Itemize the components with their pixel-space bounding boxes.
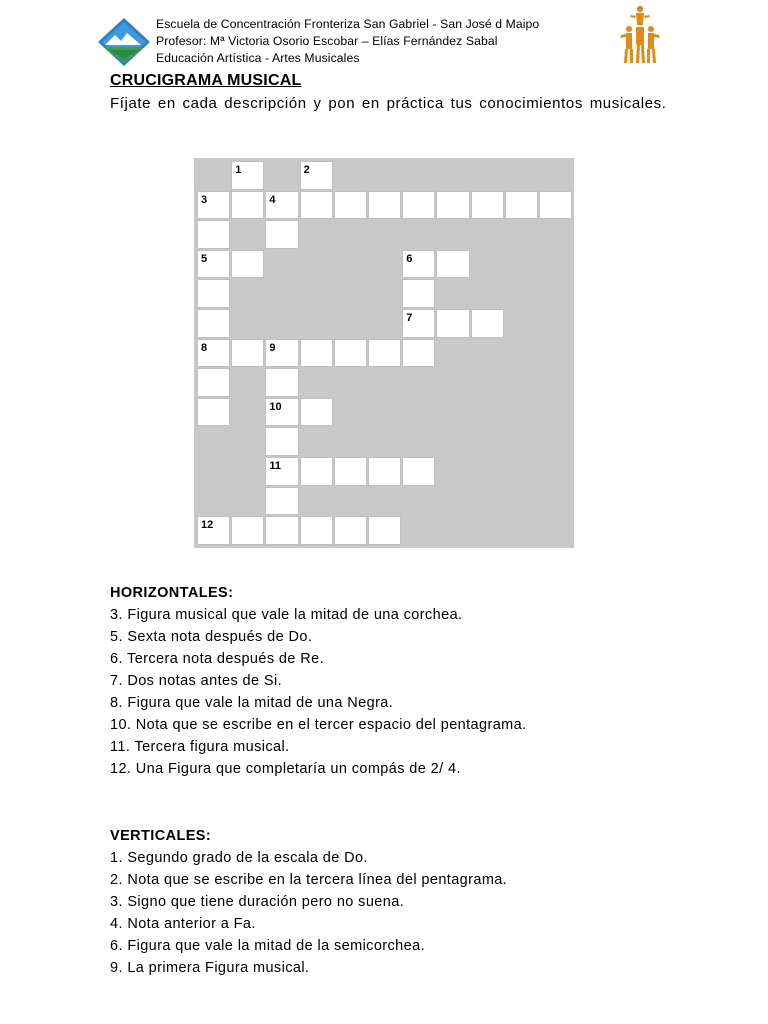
crossword-cell[interactable] [368,191,401,220]
crossword-cell[interactable] [539,191,572,220]
crossword-cell[interactable] [197,220,230,249]
clue-number: 10 [269,400,282,413]
clue-h-12: 12. Una Figura que completaría un compás de 2/ 4. [110,761,461,777]
clue-number: 6 [406,252,413,265]
crossword-cell[interactable] [265,457,298,486]
crossword-cell[interactable] [197,398,230,427]
crossword-cell[interactable] [265,191,298,220]
music-figures-logo-icon [617,5,663,67]
crossword-cell[interactable] [231,339,264,368]
clue-v-4: 4. Nota anterior a Fa. [110,916,256,932]
crossword-cell[interactable] [197,191,230,220]
crossword-cell[interactable] [265,368,298,397]
crossword-cell[interactable] [300,161,333,190]
crossword-cell[interactable] [334,516,367,545]
clue-number: 1 [235,164,242,176]
crossword-cell[interactable] [265,398,298,427]
clue-number: 5 [201,252,208,265]
crossword-cell[interactable] [197,309,230,338]
crossword-cell[interactable] [197,339,230,368]
clue-v-1: 1. Segundo grado de la escala de Do. [110,850,368,866]
clue-number: 3 [201,193,208,206]
crossword-grid [194,158,574,548]
crossword-cell[interactable] [231,250,264,279]
crossword-cell[interactable] [231,191,264,220]
crossword-cell[interactable] [334,457,367,486]
clue-number: 8 [201,341,208,354]
crossword-cell[interactable] [300,398,333,427]
crossword-cell[interactable] [334,339,367,368]
header-teachers-line: Profesor: Mª Victoria Osorio Escobar – Elías Fernández Sabal [156,34,498,48]
header-subject-line: Educación Artística - Artes Musicales [156,51,360,65]
header-school-line: Escuela de Concentración Fronteriza San Gabriel - San José d Maipo [156,17,540,31]
page-subtitle: Fíjate en cada descripción y pon en práctica tus conocimientos musicales. [110,95,667,112]
clue-number: 7 [406,312,413,324]
clue-number: 4 [269,193,276,206]
clue-number: 11 [269,460,282,472]
clue-h-8: 8. Figura que vale la mitad de una Negra. [110,695,394,711]
clue-h-11: 11. Tercera figura musical. [110,739,290,755]
crossword-cell[interactable] [402,191,435,220]
clue-number: 12 [201,519,214,532]
crossword-cell[interactable] [471,309,504,338]
clue-h-3: 3. Figura musical que vale la mitad de una corchea. [110,607,463,623]
crossword-cell[interactable] [471,191,504,220]
crossword-cell[interactable] [197,516,230,545]
crossword-cell[interactable] [197,250,230,279]
school-logo-icon [97,17,151,67]
crossword-cell[interactable] [231,161,264,190]
clue-number: 2 [303,164,310,176]
crossword-cell[interactable] [300,339,333,368]
crossword-cell[interactable] [265,220,298,249]
crossword-cell[interactable] [368,457,401,486]
page-title: CRUCIGRAMA MUSICAL [110,72,302,89]
crossword-cell[interactable] [265,487,298,516]
crossword-cell[interactable] [334,191,367,220]
clue-number: 9 [269,341,276,354]
vertical-clues [110,825,507,979]
vertical-heading: VERTICALES: [110,828,212,844]
crossword-cell[interactable] [265,339,298,368]
crossword-cell[interactable] [300,191,333,220]
crossword-cell[interactable] [436,309,469,338]
crossword-cell[interactable] [197,279,230,308]
clue-v-2: 2. Nota que se escribe en la tercera línea del pentagrama. [110,872,508,888]
clue-v-6: 6. Figura que vale la mitad de la semicorchea. [110,938,425,954]
clue-h-5: 5. Sexta nota después de Do. [110,629,313,645]
crossword-cell[interactable] [402,279,435,308]
crossword-cell[interactable] [402,250,435,279]
crossword-cell[interactable] [436,191,469,220]
crossword-cell[interactable] [300,516,333,545]
crossword-cell[interactable] [368,516,401,545]
horizontal-clues [110,582,527,780]
crossword-cell[interactable] [436,250,469,279]
school-header [156,16,539,67]
crossword-cell[interactable] [265,427,298,456]
crossword-cell[interactable] [197,368,230,397]
crossword-cell[interactable] [505,191,538,220]
clue-h-10: 10. Nota que se escribe en el tercer espacio del pentagrama. [110,717,527,733]
horizontal-heading: HORIZONTALES: [110,585,234,601]
clue-v-9: 9. La primera Figura musical. [110,960,310,976]
clue-h-7: 7. Dos notas antes de Si. [110,673,283,689]
crossword-cell[interactable] [231,516,264,545]
crossword-cell[interactable] [402,457,435,486]
crossword-cell[interactable] [402,309,435,338]
crossword-cell[interactable] [402,339,435,368]
crossword-cell[interactable] [265,516,298,545]
clue-h-6: 6. Tercera nota después de Re. [110,651,325,667]
crossword-cell[interactable] [368,339,401,368]
crossword-cell[interactable] [300,457,333,486]
clue-v-3: 3. Signo que tiene duración pero no suena. [110,894,405,910]
